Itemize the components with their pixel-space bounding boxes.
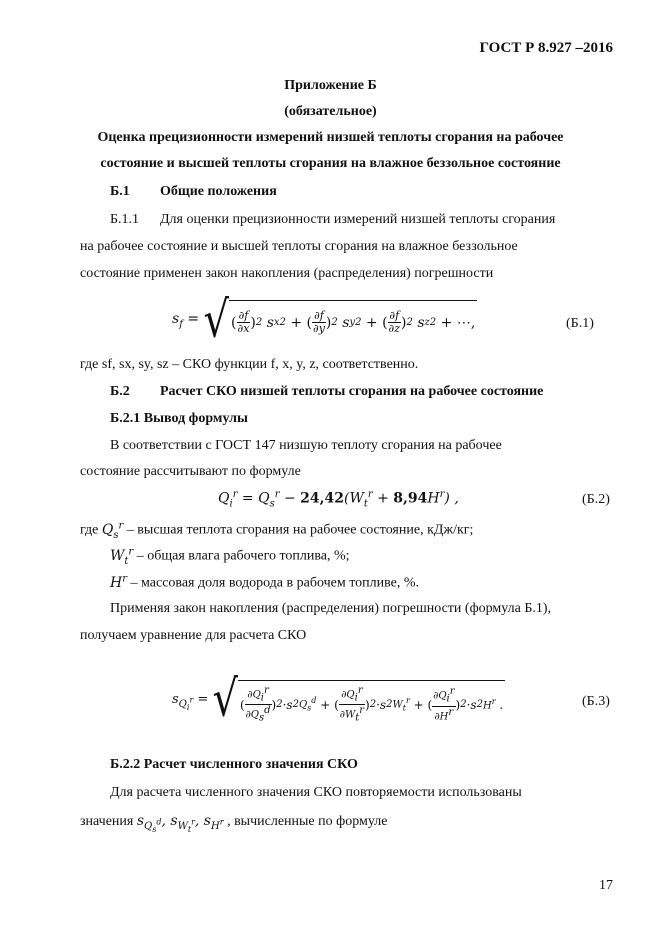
section-b1-title: Общие положения xyxy=(160,184,277,199)
equation-b3: $s_{Q_i^r}$ = √ ( $\frac{\partial Q_i^r}{\partial Q_s^d}$ ) 2 ·s 2 $Q_s^d$ + ( $\frac{\partial Q_i^r}{\partial W_t^r}$ ) 2 ·s 2 $W_t^r$ + ( $\frac{\partial Q_i^r}{\partial H^r}$ ) 2 ·s 2 $H^r$ . xyxy=(172,670,504,728)
paragraph-b21-line2: состояние рассчитывают по формуле xyxy=(80,464,301,479)
paragraph-b22-line2: значения $s_{Q_s^d}$, $s_{W_t^r}$, $s_{H^r}$ , вычисленные по формуле xyxy=(80,813,388,834)
paragraph-b22-line1: Для расчета численного значения СКО повторяемости использованы xyxy=(110,785,522,800)
appendix-status: (обязательное) xyxy=(284,104,377,119)
paragraph-b11-line3: состояние применен закон накопления (распределения) погрешности xyxy=(80,266,494,281)
section-b2-number: Б.2 xyxy=(110,384,130,399)
subsection-b21-title: Б.2.1 Вывод формулы xyxy=(110,411,248,426)
page-number: 17 xyxy=(599,878,613,893)
equation-b1-label: (Б.1) xyxy=(566,316,594,331)
paragraph-number-b11: Б.1.1 xyxy=(110,212,140,227)
paragraph-b21-line1: В соответствии с ГОСТ 147 низшую теплоту сгорания на рабочее xyxy=(110,438,502,453)
equation-b2-label: (Б.2) xyxy=(582,492,610,507)
subsection-b22-title: Б.2.2 Расчет численного значения СКО xyxy=(110,757,358,772)
document-id: ГОСТ Р 8.927 –2016 xyxy=(479,40,613,56)
equation-b2: $Q_i^r = Q_s^r - 24,42(W_t^r + 8,94H^r)$ , xyxy=(218,489,459,510)
where-q-item: где $Q_s^r$ – высшая теплота сгорания на рабочее состояние, кДж/кг; xyxy=(80,520,474,541)
section-b1-number: Б.1 xyxy=(110,184,130,199)
appendix-title: Приложение Б xyxy=(284,78,377,93)
appendix-heading-line2: состояние и высшей теплоты сгорания на влажное беззольное состояние xyxy=(100,156,561,171)
section-b2-title: Расчет СКО низшей теплоты сгорания на рабочее состояние xyxy=(160,384,544,399)
paragraph-b11-line1: Для оценки прецизионности измерений низшей теплоты сгорания xyxy=(160,212,556,227)
b1-where-text: где sf, sx, sy, sz – СКО функции f, x, y, z, соответственно. xyxy=(80,357,419,372)
equation-b3-label: (Б.3) xyxy=(582,694,610,709)
paragraph-b11-line2: на рабочее состояние и высшей теплоты сгорания на влажное беззольное xyxy=(80,239,518,254)
paragraph-b21b-line2: получаем уравнение для расчета СКО xyxy=(80,628,307,643)
where-h-item: $H^r$ – массовая доля водорода в рабочем топливе, %. xyxy=(110,573,420,591)
equation-b1: $s_f$ = √ ( $\frac{\partial f}{\partial x}$ ) 2 s x 2 + ( $\frac{\partial f}{\partial y}$ ) 2 s y 2 + ( $\frac{\partial f}{\partial z}$ ) 2 s z 2 + ⋯, xyxy=(172,291,476,349)
paragraph-b21b-line1: Применяя закон накопления (распределения) погрешности (формула Б.1), xyxy=(110,601,552,616)
where-w-item: $W_t^r$ – общая влага рабочего топлива, %; xyxy=(110,546,350,567)
appendix-heading-line1: Оценка прецизионности измерений низшей теплоты сгорания на рабочее xyxy=(97,130,564,145)
